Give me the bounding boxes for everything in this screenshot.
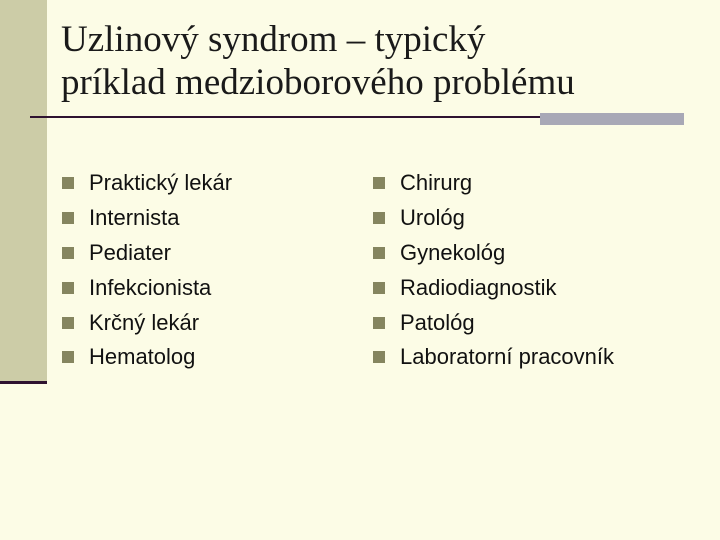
list-item-text: Laboratorní pracovník [400,344,615,370]
square-bullet-icon [62,317,74,329]
list-item-text: Pediater [89,239,171,265]
square-bullet-icon [373,317,385,329]
list-item [373,201,614,236]
slide-title-line-2: príklad medzioborového problému [61,62,575,103]
list-item-text: Praktický lekár [89,170,233,196]
square-bullet-icon [62,212,74,224]
list-item [62,166,232,201]
list-item [373,166,614,201]
square-bullet-icon [373,247,385,259]
list-item-text: Internista [89,205,180,231]
list-item [373,270,614,305]
title-accent-bar [540,113,684,125]
list-item [62,305,232,340]
right-bullet-list [373,166,614,375]
square-bullet-icon [62,282,74,294]
list-item [62,270,232,305]
list-item [373,305,614,340]
square-bullet-icon [62,247,74,259]
list-item-text: Radiodiagnostik [400,274,557,300]
square-bullet-icon [62,351,74,363]
slide-title-line-1: Uzlinový syndrom – typický [61,19,486,60]
square-bullet-icon [373,177,385,189]
square-bullet-icon [373,212,385,224]
list-item-text: Infekcionista [89,274,212,300]
left-bar-base-line [0,381,47,384]
list-item-text: Gynekológ [400,239,506,265]
list-item [373,340,614,375]
list-item [62,340,232,375]
list-item-text: Urológ [400,205,465,231]
left-decorative-bar [0,0,47,383]
square-bullet-icon [373,282,385,294]
list-item [373,236,614,271]
list-item [62,236,232,271]
list-item-text: Chirurg [400,170,473,196]
list-item-text: Krčný lekár [89,309,200,335]
square-bullet-icon [373,351,385,363]
square-bullet-icon [62,177,74,189]
slide-title [61,18,701,104]
list-item-text: Patológ [400,309,475,335]
list-item [62,201,232,236]
left-bullet-list [62,166,232,375]
list-item-text: Hematolog [89,344,196,370]
